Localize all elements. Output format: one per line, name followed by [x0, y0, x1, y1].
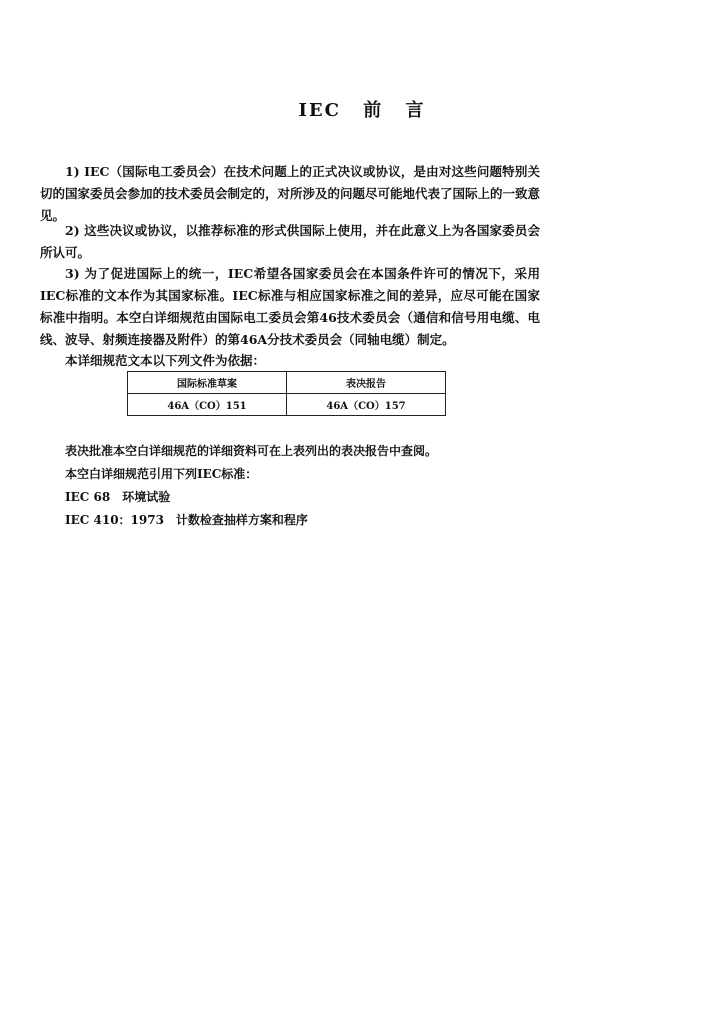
referenced-standard-item: IEC 410：1973 计数检查抽样方案和程序 — [65, 513, 308, 527]
referenced-standard-item: IEC 68 环境试验 — [65, 490, 171, 504]
referenced-standards-intro: 本空白详细规范引用下列IEC标准： — [65, 467, 258, 481]
table-header-cell: 国际标准草案 — [128, 372, 287, 394]
paragraph-4: 本详细规范文本以下列文件为依据： — [65, 353, 266, 368]
reference-documents-table — [127, 371, 446, 416]
approval-note: 表决批准本空白详细规范的详细资料可在上表列出的表决报告中查阅。 — [65, 444, 438, 458]
paragraph-3: 3) 为了促进国际上的统一，IEC希望各国家委员会在本国条件许可的情况下，采用IEC标准的文本作为其国家标准。IEC标准与相应国家标准之间的差异，应尽可能在国家标准中指明。本空白详细规范由国际电工委员会第46技术委员会（通信和信号用电缆、电线、波导、射频连接器及附件）的第46A分技术委员会（同轴电缆）制定。 — [40, 266, 540, 347]
table-row — [128, 394, 446, 416]
table-header-row — [128, 372, 446, 394]
table-header-cell: 表决报告 — [287, 372, 446, 394]
paragraph-2: 2) 这些决议或协议，以推荐标准的形式供国际上使用，并在此意义上为各国家委员会所认可。 — [40, 223, 540, 260]
table-cell: 46A（CO）157 — [287, 394, 446, 416]
table-cell: 46A（CO）151 — [128, 394, 287, 416]
paragraph-1: 1) IEC（国际电工委员会）在技术问题上的正式决议或协议，是由对这些问题特别关切的国家委员会参加的技术委员会制定的，对所涉及的问题尽可能地代表了国际上的一致意见。 — [40, 164, 541, 223]
page-title: IEC 前 言 — [298, 100, 426, 121]
